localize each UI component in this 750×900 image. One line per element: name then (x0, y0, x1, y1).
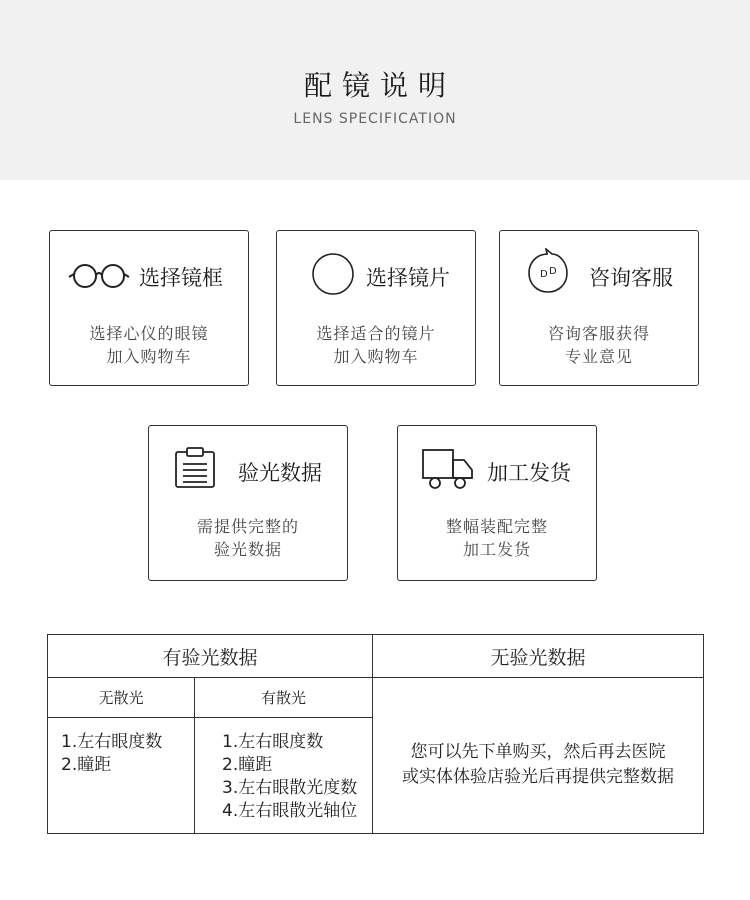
no-astigmatism-list: 1.左右眼度数 2.瞳距 (48, 718, 195, 834)
lens-circle-icon (311, 252, 355, 296)
step-card-optometry-data (148, 425, 348, 581)
step-description: 咨询客服获得 专业意见 (547, 324, 650, 366)
svg-text:D: D (540, 269, 548, 280)
astigmatism-header: 有散光 (195, 678, 373, 718)
chat-bubble-icon (526, 248, 570, 296)
step-card-select-frame (49, 230, 249, 386)
page-title: 配镜说明 (303, 69, 456, 102)
step-card-consult-service (499, 230, 699, 386)
step-title: 验光数据 (238, 461, 322, 485)
step-card-processing-shipping (397, 425, 597, 581)
step-title: 咨询客服 (589, 266, 673, 290)
clipboard-icon (173, 446, 217, 490)
truck-icon (420, 446, 476, 492)
step-title: 加工发货 (487, 461, 571, 485)
step-description: 需提供完整的 验光数据 (196, 517, 299, 559)
svg-text:D: D (549, 266, 557, 277)
step-description: 整幅装配完整 加工发货 (445, 517, 548, 559)
without-data-header: 无验光数据 (373, 635, 704, 678)
without-data-note: 您可以先下单购买，然后再去医院 或实体体验店验光后再提供完整数据 (373, 678, 704, 834)
with-data-header: 有验光数据 (48, 635, 373, 678)
glasses-icon (68, 261, 130, 291)
step-description: 选择适合的镜片 加入购物车 (316, 324, 436, 366)
header-banner (0, 0, 750, 180)
astigmatism-list: 1.左右眼度数 2.瞳距 3.左右眼散光度数 4.左右眼散光轴位 (195, 718, 373, 834)
step-title: 选择镜片 (366, 266, 450, 290)
step-description: 选择心仪的眼镜 加入购物车 (89, 324, 209, 366)
no-astigmatism-header: 无散光 (48, 678, 195, 718)
step-card-select-lens (276, 230, 476, 386)
step-title: 选择镜框 (139, 266, 223, 290)
prescription-requirements-table (47, 634, 704, 834)
page-subtitle: LENS SPECIFICATION (293, 111, 457, 127)
